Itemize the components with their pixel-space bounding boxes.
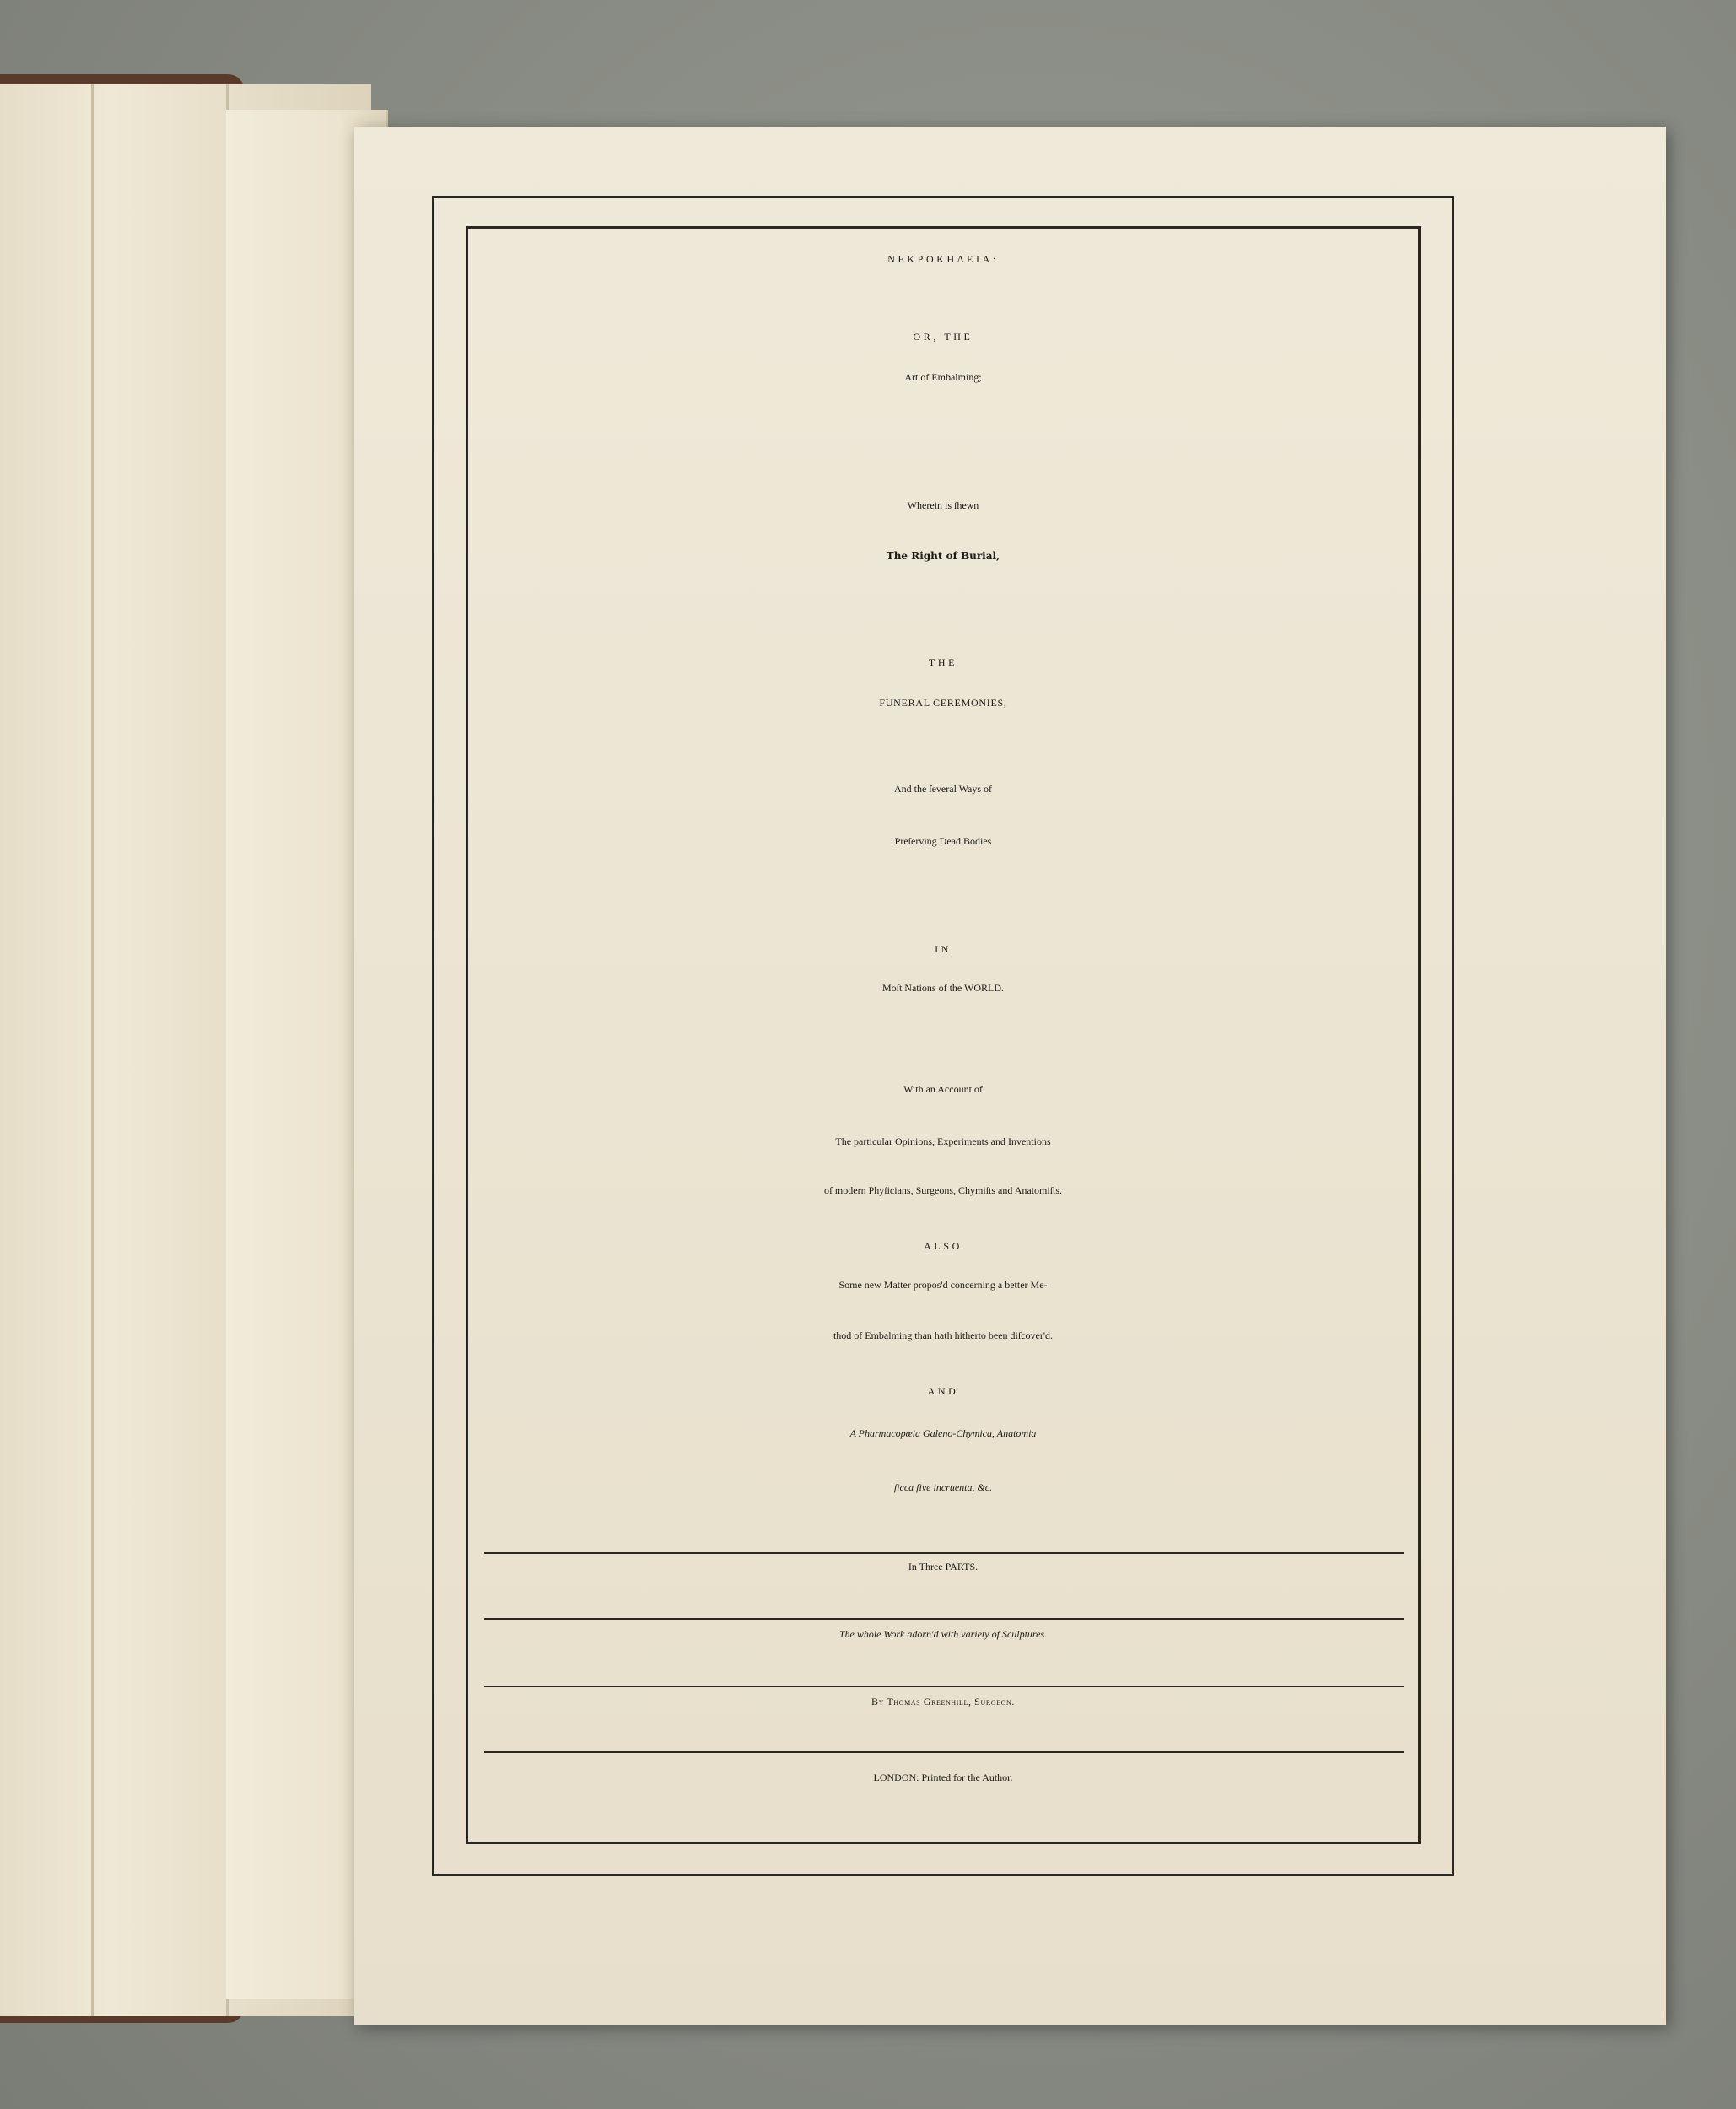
pharmacopoeia-line-2: ſicca ſive incruenta, &c.: [893, 1481, 993, 1493]
wherein-line: Wherein is ſhewn: [907, 499, 979, 511]
main-title: Art of Embalming;: [904, 371, 982, 383]
page-fold-line: [91, 84, 94, 2016]
pharmacopoeia-line-1: A Pharmacopœia Galeno-Chymica, Anatomia: [849, 1427, 1037, 1439]
with-account-line: With an Account of: [903, 1083, 983, 1095]
right-of-burial-line: The Right of Burial,: [886, 550, 1000, 562]
and-line: AND: [927, 1385, 959, 1397]
divider-rule: [484, 1686, 1404, 1687]
funeral-ceremonies-line: FUNERAL CEREMONIES,: [879, 697, 1007, 709]
several-ways-line: And the ſeveral Ways of: [893, 783, 993, 795]
opinions-line: The particular Opinions, Experiments and Inventions: [835, 1135, 1051, 1147]
nations-line: Moſt Nations of the WORLD.: [881, 982, 1005, 994]
matter-line-1: Some new Matter propos'd concerning a better Me-: [838, 1279, 1048, 1291]
preserving-line: Preſerving Dead Bodies: [894, 835, 992, 847]
divider-rule: [484, 1751, 1404, 1753]
imprint-line: LONDON: Printed for the Author.: [873, 1772, 1013, 1783]
author-line: By Thomas Greenhill, Surgeon.: [871, 1696, 1015, 1707]
title-page-inner-frame: [466, 226, 1421, 1844]
greek-title: ΝΕΚΡΟΚΗΔΕΙΑ:: [887, 253, 999, 265]
also-line: ALSO: [924, 1240, 962, 1252]
divider-rule: [484, 1618, 1404, 1620]
sculptures-line: The whole Work adorn'd with variety of Sculptures.: [838, 1628, 1048, 1640]
matter-line-2: thod of Embalming than hath hitherto been diſcover'd.: [833, 1330, 1054, 1341]
or-the-line: OR, THE: [913, 331, 973, 343]
physicians-line: of modern Phyſicians, Surgeons, Chymiſts and Anatomiſts.: [823, 1184, 1063, 1196]
divider-rule: [484, 1552, 1404, 1554]
in-line: IN: [935, 943, 952, 955]
three-parts-line: In Three PARTS.: [908, 1561, 979, 1572]
the-line: THE: [928, 656, 958, 668]
